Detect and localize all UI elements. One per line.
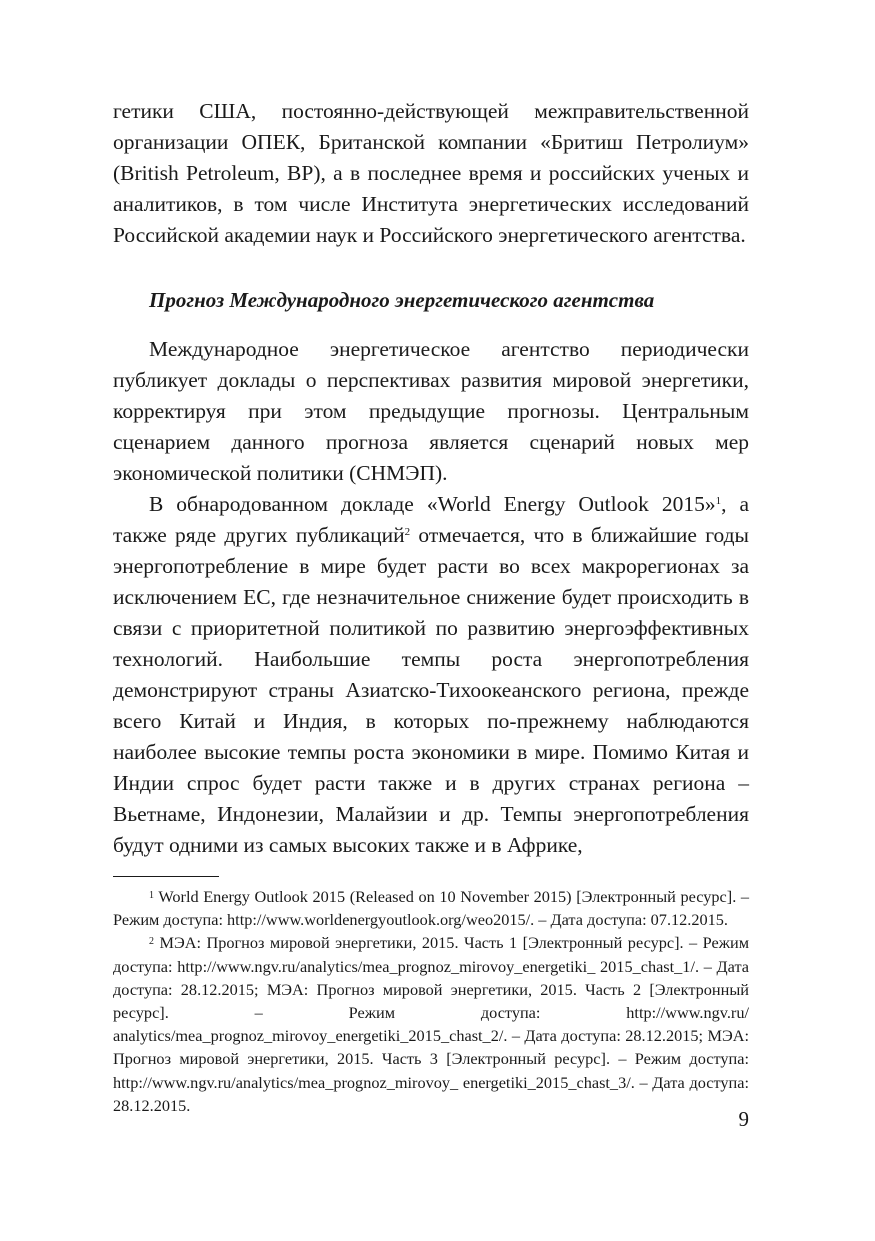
- page-number: 9: [738, 1107, 749, 1131]
- footnote-mark-1: 1: [149, 889, 154, 901]
- footnote-1-text: World Energy Outlook 2015 (Released on 10 November 2015) [Электронный ресурс]. – Режим доступа: http://www.worldenergyoutlook.org/weo2015/. – Дата доступа: 07.12.2015.: [113, 887, 750, 930]
- paragraph-2-text-b: , а также ряде других публикаций: [113, 492, 749, 547]
- footnote-1: [113, 885, 749, 931]
- paragraph-2-text-c: отмечается, что в ближайшие годы энергопотребление в мире будет расти во всех макрорегионах за исключением ЕС, где незначительное снижение будет происходить в связи с приоритетной политикой по развитию энергоэффективных технологий. Наибольшие темпы роста энергопотребления демонстрируют страны Азиатско-Тихоокеанского региона, прежде всего Китай и Индия, в которых по-прежнему наблюдаются наиболее высокие темпы роста экономики в мире. Помимо Китая и Индии спрос будет расти также и в других странах региона – Вьетнаме, Индонезии, Малайзии и др. Темпы энергопотребления будут одними из самых высоких также и в Африке,: [113, 523, 750, 857]
- paragraph-2-text-a: В обнародованном докладе «World Energy Outlook 2015»: [149, 492, 716, 516]
- section-heading: Прогноз Международного энергетического агентства: [149, 288, 655, 312]
- page-body: [113, 96, 749, 1117]
- body-paragraph-1: Международное энергетическое агентство периодически публикует доклады о перспективах развития мировой энергетики, корректируя при этом предыдущие прогнозы. Центральным сценарием данного прогноза является сценарий новых мер экономической политики (СНМЭП).: [113, 337, 749, 485]
- footnotes: [113, 885, 749, 1117]
- footnote-mark-2: 2: [149, 935, 154, 947]
- intro-paragraph: гетики США, постоянно-действующей межправительственной организации ОПЕК, Британской компании «Бритиш Петролиум» (British Petroleum, BP), а в последнее время и российских ученых и аналитиков, в том числе Института энергетических исследований Российской академии наук и Российского энергетического агентства.: [113, 99, 749, 247]
- body-paragraph-2: [113, 489, 749, 861]
- footnote-ref-2: 2: [404, 525, 411, 538]
- footnote-ref-1: 1: [715, 494, 722, 507]
- footnote-separator: [113, 876, 219, 877]
- footnote-2-text: МЭА: Прогноз мировой энергетики, 2015. Часть 1 [Электронный ресурс]. – Режим доступа: http://www.ngv.ru/analytics/mea_prognoz_mirovoy_energetiki_ 2015_chast_1/. – Дата доступа: 28.12.2015; МЭА: Прогноз мировой энергетики, 2015. Часть 2 [Электронный ресурс]. – Режим доступа: http://www.ngv.ru/ analytics/mea_prognoz_mirovoy_energetiki_2015_chast_2/. – Дата доступа: 28.12.2015; МЭА: Прогноз мировой энергетики, 2015. Часть 3 [Электронный ресурс]. – Режим доступа: http://www.ngv.ru/analytics/mea_prognoz_mirovoy_ energetiki_2015_chast_3/. – Дата доступа: 28.12.2015.: [113, 933, 749, 1115]
- footnote-2: [113, 931, 749, 1117]
